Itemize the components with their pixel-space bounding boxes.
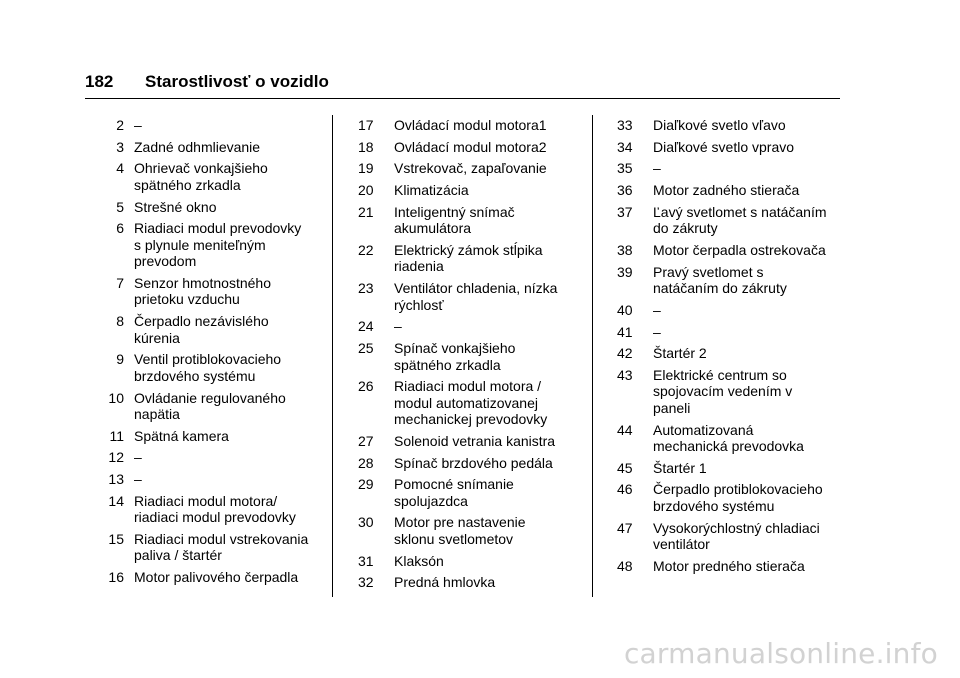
fuse-entry bbox=[358, 204, 583, 237]
fuse-description: Čerpadlo protiblokovacieho brzdového systému bbox=[653, 481, 823, 514]
fuse-description: Riadiaci modul vstrekovania paliva / štartér bbox=[134, 530, 309, 564]
fuse-entry bbox=[617, 160, 847, 177]
fuse-entry bbox=[98, 449, 323, 466]
fuse-entry bbox=[617, 367, 847, 417]
fuse-description: Spínač brzdového pedála bbox=[394, 454, 553, 471]
fuse-entry bbox=[358, 160, 583, 177]
fuse-list-column-1 bbox=[98, 117, 323, 591]
fuse-description: Pomocné snímanie spolujazdca bbox=[394, 476, 514, 509]
fuse-number: 5 bbox=[116, 198, 124, 215]
fuse-entry bbox=[358, 553, 583, 570]
fuse-number: 43 bbox=[617, 366, 633, 383]
fuse-entry bbox=[98, 471, 323, 488]
fuse-entry bbox=[358, 514, 583, 547]
fuse-entry bbox=[98, 117, 323, 134]
fuse-description: Diaľkové svetlo vpravo bbox=[653, 138, 795, 155]
fuse-entry bbox=[358, 182, 583, 199]
fuse-number: 24 bbox=[358, 318, 374, 335]
page-number: 182 bbox=[85, 72, 114, 91]
fuse-number: 22 bbox=[358, 241, 374, 258]
fuse-description: – bbox=[134, 471, 142, 488]
fuse-number: 28 bbox=[358, 454, 374, 471]
fuse-number: 30 bbox=[358, 514, 374, 531]
fuse-number: 17 bbox=[358, 117, 374, 133]
fuse-entry bbox=[617, 302, 847, 319]
watermark: carmanualsonline.info bbox=[623, 637, 938, 670]
fuse-number: 38 bbox=[617, 241, 633, 258]
fuse-description: Klaksón bbox=[394, 552, 444, 569]
column-divider-1 bbox=[332, 115, 333, 597]
fuse-number: 20 bbox=[358, 182, 374, 199]
fuse-number: 25 bbox=[358, 340, 374, 356]
fuse-entry bbox=[617, 345, 847, 362]
fuse-description: Čerpadlo nezávislého kúrenia bbox=[134, 313, 269, 346]
fuse-description: – bbox=[134, 449, 142, 466]
fuse-description: Vstrekovač, zapaľovanie bbox=[394, 160, 547, 177]
fuse-number: 45 bbox=[617, 459, 633, 476]
fuse-entry bbox=[617, 481, 847, 514]
fuse-description: Motor čerpadla ostrekovača bbox=[653, 241, 826, 258]
fuse-description: Motor zadného stierača bbox=[653, 182, 800, 199]
fuse-number: 27 bbox=[358, 432, 374, 449]
fuse-entry bbox=[617, 520, 847, 553]
fuse-description: Ovládací modul motora2 bbox=[394, 138, 547, 155]
fuse-entry bbox=[617, 204, 847, 237]
fuse-description: Ovládací modul motora1 bbox=[394, 117, 547, 133]
fuse-entry bbox=[617, 242, 847, 259]
fuse-number: 44 bbox=[617, 421, 633, 438]
fuse-entry bbox=[98, 139, 323, 156]
fuse-number: 32 bbox=[358, 574, 374, 591]
fuse-description: Motor palivového čerpadla bbox=[134, 569, 299, 586]
fuse-description: Elektrické centrum so spojovacím vedením v paneli bbox=[653, 366, 793, 416]
fuse-number: 21 bbox=[358, 203, 374, 220]
fuse-number: 3 bbox=[116, 138, 124, 155]
header-rule bbox=[85, 98, 840, 99]
fuse-entry bbox=[98, 569, 323, 586]
fuse-number: 8 bbox=[116, 313, 124, 330]
fuse-number: 26 bbox=[358, 378, 374, 395]
fuse-description: Riadiaci modul motora/ riadiaci modul prevodovky bbox=[134, 492, 296, 526]
fuse-entry bbox=[617, 264, 847, 297]
fuse-number: 23 bbox=[358, 280, 374, 297]
fuse-number: 36 bbox=[617, 182, 633, 199]
fuse-description: Senzor hmotnostného prietoku vzduchu bbox=[134, 274, 271, 308]
fuse-entry bbox=[617, 324, 847, 341]
fuse-entry bbox=[98, 390, 323, 423]
fuse-entry bbox=[358, 476, 583, 509]
fuse-number: 37 bbox=[617, 203, 633, 220]
fuse-entry bbox=[358, 455, 583, 472]
fuse-number: 47 bbox=[617, 519, 633, 536]
column-divider-2 bbox=[592, 115, 593, 597]
fuse-entry bbox=[358, 117, 583, 134]
fuse-description: Pravý svetlomet s natáčaním do zákruty bbox=[653, 263, 787, 297]
fuse-description: Strešné okno bbox=[134, 198, 217, 215]
fuse-entry bbox=[98, 313, 323, 346]
fuse-entry bbox=[358, 433, 583, 450]
fuse-number: 31 bbox=[358, 552, 374, 569]
fuse-entry bbox=[617, 422, 847, 455]
fuse-description: Elektrický zámok stĺpika riadenia bbox=[394, 241, 543, 275]
fuse-entry bbox=[358, 242, 583, 275]
fuse-description: Klimatizácia bbox=[394, 182, 469, 199]
fuse-number: 35 bbox=[617, 160, 633, 177]
fuse-entry bbox=[617, 139, 847, 156]
fuse-description: – bbox=[134, 117, 142, 133]
fuse-number: 14 bbox=[108, 492, 124, 509]
fuse-description: Motor predného stierača bbox=[653, 557, 805, 574]
fuse-number: 16 bbox=[108, 569, 124, 586]
fuse-entry bbox=[358, 340, 583, 373]
fuse-entry bbox=[98, 275, 323, 308]
fuse-description: Inteligentný snímač akumulátora bbox=[394, 203, 515, 237]
fuse-number: 15 bbox=[108, 530, 124, 547]
fuse-number: 11 bbox=[109, 427, 124, 444]
fuse-entry bbox=[98, 220, 323, 270]
fuse-entry bbox=[358, 378, 583, 428]
fuse-number: 9 bbox=[116, 351, 124, 368]
fuse-number: 19 bbox=[358, 160, 374, 177]
fuse-description: Riadiaci modul motora / modul automatizovanej mechanickej prevodovky bbox=[394, 378, 548, 428]
fuse-description: Predná hmlovka bbox=[394, 574, 496, 591]
fuse-entry bbox=[98, 493, 323, 526]
page-header bbox=[85, 70, 840, 100]
fuse-list-column-3 bbox=[617, 117, 847, 580]
fuse-entry bbox=[358, 139, 583, 156]
fuse-entry bbox=[358, 574, 583, 591]
fuse-number: 13 bbox=[108, 471, 124, 488]
fuse-number: 48 bbox=[617, 557, 633, 574]
fuse-description: Automatizovaná mechanická prevodovka bbox=[653, 421, 804, 455]
fuse-entry bbox=[98, 531, 323, 564]
fuse-number: 18 bbox=[358, 138, 374, 155]
fuse-number: 29 bbox=[358, 476, 374, 493]
fuse-entry bbox=[98, 160, 323, 193]
fuse-number: 34 bbox=[617, 138, 633, 155]
fuse-description: Štartér 2 bbox=[653, 345, 707, 362]
fuse-number: 46 bbox=[617, 481, 633, 498]
fuse-description: Ovládanie regulovaného napätia bbox=[134, 389, 286, 422]
fuse-entry bbox=[98, 428, 323, 445]
fuse-description: Zadné odhmlievanie bbox=[134, 138, 261, 155]
fuse-entry bbox=[617, 558, 847, 575]
fuse-entry bbox=[617, 117, 847, 134]
fuse-entry bbox=[617, 460, 847, 477]
fuse-description: Štartér 1 bbox=[653, 459, 707, 476]
fuse-number: 6 bbox=[116, 220, 124, 237]
fuse-description: Vysokorýchlostný chladiaci ventilátor bbox=[653, 519, 820, 553]
fuse-description: – bbox=[394, 318, 402, 335]
fuse-entry bbox=[358, 280, 583, 313]
fuse-description: Ľavý svetlomet s natáčaním do zákruty bbox=[653, 203, 827, 237]
fuse-description: Spínač vonkajšieho spätného zrkadla bbox=[394, 340, 516, 373]
fuse-description: Motor pre nastavenie sklonu svetlometov bbox=[394, 514, 526, 547]
fuse-entry bbox=[98, 199, 323, 216]
fuse-description: Ventil protiblokovacieho brzdového systému bbox=[134, 351, 282, 384]
fuse-description: Ohrievač vonkajšieho spätného zrkadla bbox=[134, 160, 268, 193]
fuse-description: Spätná kamera bbox=[134, 427, 229, 444]
fuse-number: 2 bbox=[116, 117, 124, 133]
fuse-number: 33 bbox=[617, 117, 633, 133]
fuse-number: 41 bbox=[617, 323, 633, 340]
fuse-list-column-2 bbox=[358, 117, 583, 596]
fuse-description: Riadiaci modul prevodovky s plynule meniteľným prevodom bbox=[134, 220, 302, 270]
fuse-description: Diaľkové svetlo vľavo bbox=[653, 117, 786, 133]
fuse-entry bbox=[617, 182, 847, 199]
fuse-description: – bbox=[653, 323, 661, 340]
fuse-entry bbox=[358, 318, 583, 335]
fuse-entry bbox=[98, 351, 323, 384]
fuse-description: Ventilátor chladenia, nízka rýchlosť bbox=[394, 280, 558, 313]
fuse-number: 12 bbox=[108, 449, 124, 466]
fuse-number: 10 bbox=[108, 389, 124, 406]
fuse-description: – bbox=[653, 301, 661, 318]
page-title: Starostlivosť o vozidlo bbox=[145, 72, 329, 91]
fuse-description: Solenoid vetrania kanistra bbox=[394, 432, 556, 449]
fuse-number: 7 bbox=[116, 274, 124, 291]
fuse-description: – bbox=[653, 160, 661, 177]
fuse-number: 40 bbox=[617, 301, 633, 318]
fuse-number: 39 bbox=[617, 263, 633, 280]
fuse-number: 42 bbox=[617, 345, 633, 362]
fuse-number: 4 bbox=[116, 160, 124, 177]
